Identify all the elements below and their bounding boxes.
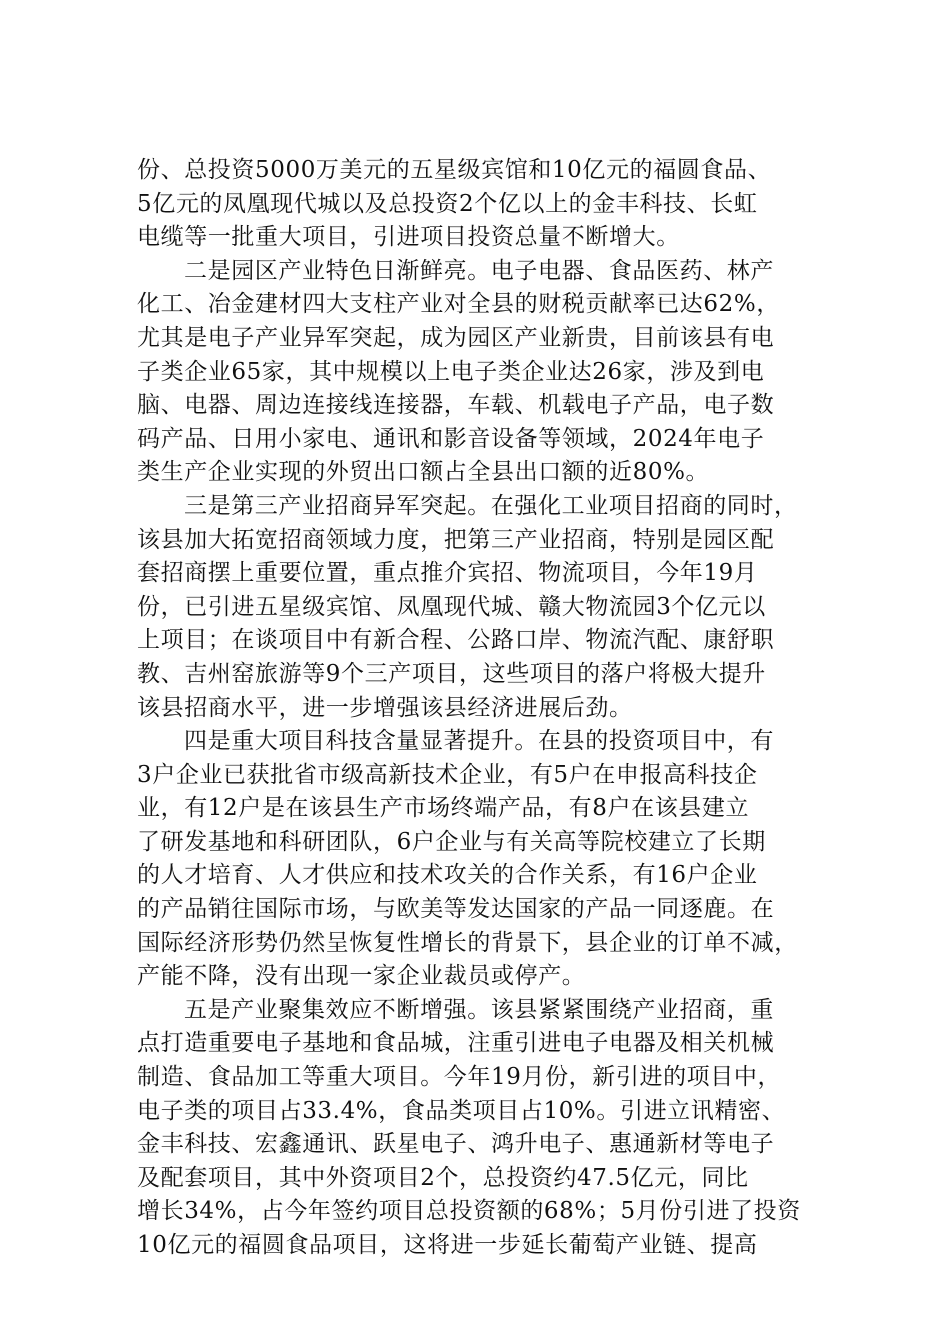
text-line: 教、吉州窑旅游等9个三产项目，这些项目的落户将极大提升 — [137, 660, 766, 687]
text-line: 上项目；在谈项目中有新合程、公路口岸、物流汽配、康舒职 — [137, 627, 775, 654]
text-line: 该县加大拓宽招商领域力度，把第三产业招商，特别是园区配 — [137, 526, 775, 553]
text-line: 制造、食品加工等重大项目。今年19月份，新引进的项目中， — [137, 1064, 782, 1091]
text-line: 5亿元的凤凰现代城以及总投资2个亿以上的金丰科技、长虹 — [137, 190, 758, 217]
paragraph-first-line: 二是园区产业特色日渐鲜亮。电子电器、食品医药、林产 — [184, 257, 774, 284]
text-line: 化工、冶金建材四大支柱产业对全县的财税贡献率已达62%， — [137, 291, 780, 318]
paragraph-first-line: 五是产业聚集效应不断增强。该县紧紧围绕产业招商，重 — [184, 996, 774, 1023]
text-line: 类生产企业实现的外贸出口额占全县出口额的近80%。 — [137, 459, 710, 486]
text-line: 产能不降，没有出现一家企业裁员或停产。 — [137, 963, 586, 990]
text-line: 增长34%，占今年签约项目总投资额的68%；5月份引进了投资 — [137, 1198, 801, 1225]
text-line: 业，有12户是在该县生产市场终端产品，有8户在该县建立 — [137, 795, 750, 822]
text-line: 金丰科技、宏鑫通讯、跃星电子、鸿升电子、惠通新材等电子 — [137, 1131, 775, 1158]
text-line: 份，已引进五星级宾馆、凤凰现代城、赣大物流园3个亿元以 — [137, 593, 766, 620]
text-line: 10亿元的福圆食品项目，这将进一步延长葡萄产业链、提高 — [137, 1232, 758, 1258]
text-line: 的产品销往国际市场，与欧美等发达国家的产品一同逐鹿。在 — [137, 896, 775, 923]
text-line: 3户企业已获批省市级高新技术企业，有5户在申报高科技企 — [137, 761, 758, 788]
paragraph-first-line: 三是第三产业招商异军突起。在强化工业项目招商的同时， — [184, 492, 798, 519]
text-line: 码产品、日用小家电、通讯和影音设备等领域，2024年电子 — [137, 425, 765, 452]
text-line: 点打造重要电子基地和食品城，注重引进电子电器及相关机械 — [137, 1030, 775, 1057]
text-line: 电子类的项目占33.4%，食品类项目占10%。引进立讯精密、 — [137, 1097, 786, 1124]
text-line: 国际经济形势仍然呈恢复性增长的背景下，县企业的订单不减， — [137, 929, 798, 956]
paragraph-first-line: 四是重大项目科技含量显著提升。在县的投资项目中，有 — [184, 728, 774, 755]
text-line: 及配套项目，其中外资项目2个，总投资约47.5亿元，同比 — [137, 1164, 749, 1191]
text-line: 子类企业65家，其中规模以上电子类企业达26家，涉及到电 — [137, 358, 765, 385]
text-line: 份、总投资5000万美元的五星级宾馆和10亿元的福圆食品、 — [137, 157, 772, 183]
text-line: 了研发基地和科研团队，6户企业与有关高等院校建立了长期 — [137, 828, 766, 855]
text-line: 脑、电器、周边连接线连接器，车载、机载电子产品，电子数 — [137, 392, 775, 419]
document-body — [137, 154, 837, 1263]
text-line: 的人才培育、人才供应和技术攻关的合作关系，有16户企业 — [137, 862, 758, 889]
text-line: 套招商摆上重要位置，重点推介宾招、物流项目，今年19月 — [137, 560, 758, 587]
text-line: 该县招商水平，进一步增强该县经济进展后劲。 — [137, 694, 633, 721]
text-line: 电缆等一批重大项目，引进项目投资总量不断增大。 — [137, 224, 680, 251]
text-line: 尤其是电子产业异军突起，成为园区产业新贵，目前该县有电 — [137, 324, 775, 351]
